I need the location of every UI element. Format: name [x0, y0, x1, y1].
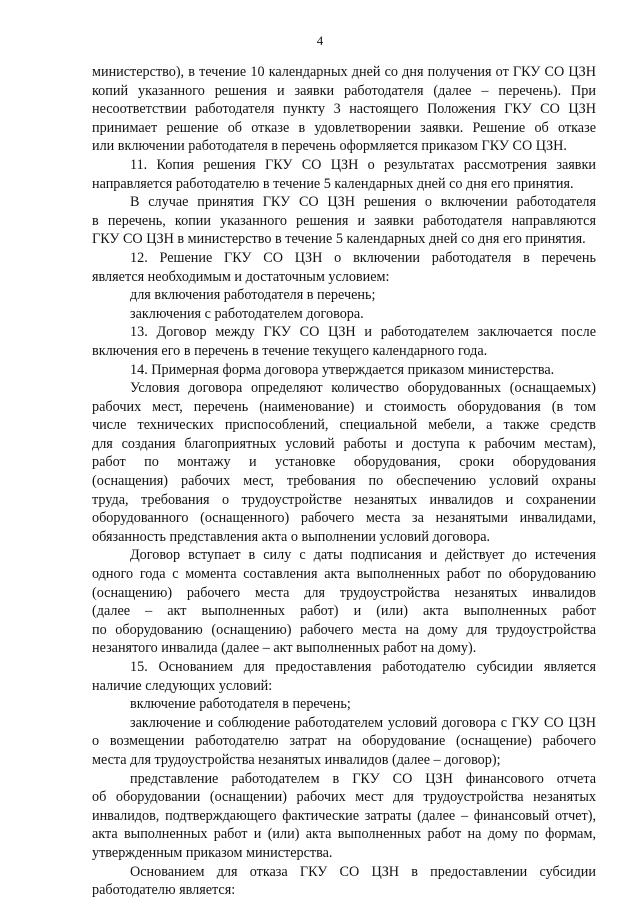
text-line: В случае принятия ГКУ СО ЦЗН решения о включении работодателя [130, 194, 596, 211]
text-line: 11. Копия решения ГКУ СО ЦЗН о результатах рассмотрения заявки [130, 156, 596, 173]
text-line: обязанность представления акта о выполнении условий договора. [92, 528, 491, 545]
page-number: 4 [316, 33, 324, 48]
text-line: (оснащению) рабочего места для трудоустройства незанятых инвалидов [92, 584, 596, 601]
text-line: (далее – акт выполненных работ) и (или) акта выполненных работ [92, 603, 596, 620]
text-line: акта выполненных работ и (или) акта выполненных работ на дому по формам, [92, 826, 596, 843]
text-line: числе технических приспособлений, специальной мебели, а также средств [92, 417, 596, 434]
text-line: Условия договора определяют количество оборудованных (оснащаемых) [130, 380, 596, 397]
text-line: в перечень, копии указанного решения и заявки работодателя направляются [92, 212, 596, 229]
text-line: (оснащения) рабочих мест, требования по обеспечению условий охраны [92, 473, 596, 490]
text-line: ГКУ СО ЦЗН в министерство в течение 5 календарных дней со дня его принятия. [92, 231, 586, 248]
text-line: заключение и соблюдение работодателем условий договора с ГКУ СО ЦЗН [130, 714, 596, 731]
text-line: о возмещении работодателю затрат на оборудование (оснащение) рабочего [92, 733, 596, 750]
text-line: труда, требования о трудоустройстве незанятых инвалидов и сохранении [92, 491, 596, 508]
text-line: рабочих мест, перечень (наименование) и стоимость оборудования (в том [92, 398, 596, 415]
text-line: 15. Основанием для предоставления работодателю субсидии является [130, 659, 596, 675]
text-line: или включении работодателя в перечень оформляется приказом ГКУ СО ЦЗН. [92, 138, 567, 155]
text-line: несоответствии работодателя пункту 3 настоящего Положения ГКУ СО ЦЗН [92, 101, 596, 118]
text-line: заключения с работодателем договора. [130, 305, 364, 322]
text-line: инвалидов, подтверждающего фактические затраты (далее – финансовый отчет), [92, 807, 596, 824]
text-line: Договор вступает в силу с даты подписания и действует до истечения [130, 547, 596, 564]
text-line: места для трудоустройства незанятых инвалидов (далее – договор); [92, 751, 501, 768]
document-body [92, 63, 596, 900]
text-line: работ по монтажу и установке оборудования, сроки оборудования [92, 454, 596, 471]
text-line: утвержденным приказом министерства. [92, 844, 333, 861]
text-line: незанятого инвалида (далее – акт выполненных работ на дому). [92, 640, 477, 657]
text-line: для включения работодателя в перечень; [130, 287, 376, 304]
text-line: об оборудовании (оснащении) рабочих мест для трудоустройства незанятых [92, 789, 596, 806]
text-line: наличие следующих условий: [92, 677, 273, 694]
text-line: оборудованного (оснащенного) рабочего места за незанятыми инвалидами, [92, 510, 596, 527]
text-line: одного года с момента составления акта выполненных работ по оборудованию [92, 566, 596, 583]
text-line: по оборудованию (оснащению) рабочего места на дому для трудоустройства [92, 621, 596, 638]
text-line: 14. Примерная форма договора утверждается приказом министерства. [130, 361, 555, 378]
text-line: представление работодателем в ГКУ СО ЦЗН финансового отчета [130, 770, 596, 787]
text-line: 12. Решение ГКУ СО ЦЗН о включении работодателя в перечень [130, 249, 596, 266]
text-line: копий указанного решения и заявки работодателя (далее – перечень). При [92, 82, 596, 99]
text-line: работодателю является: [92, 882, 236, 899]
text-line: включения его в перечень в течение текущего календарного года. [92, 342, 488, 359]
text-line: Основанием для отказа ГКУ СО ЦЗН в предоставлении субсидии [130, 863, 596, 880]
text-line: для создания благоприятных условий работы и доступа к рабочим местам), [92, 435, 596, 452]
text-line: принимает решение об отказе в удовлетворении заявки. Решение об отказе [92, 119, 596, 136]
text-line: направляется работодателю в течение 5 календарных дней со дня его принятия. [92, 175, 574, 192]
text-line: включение работодателя в перечень; [130, 696, 351, 713]
text-line: 13. Договор между ГКУ СО ЦЗН и работодателем заключается после [130, 324, 596, 341]
text-line: министерство), в течение 10 календарных дней со дня получения от ГКУ СО ЦЗН [92, 64, 596, 80]
text-line: является необходимым и достаточным условием: [92, 268, 390, 285]
